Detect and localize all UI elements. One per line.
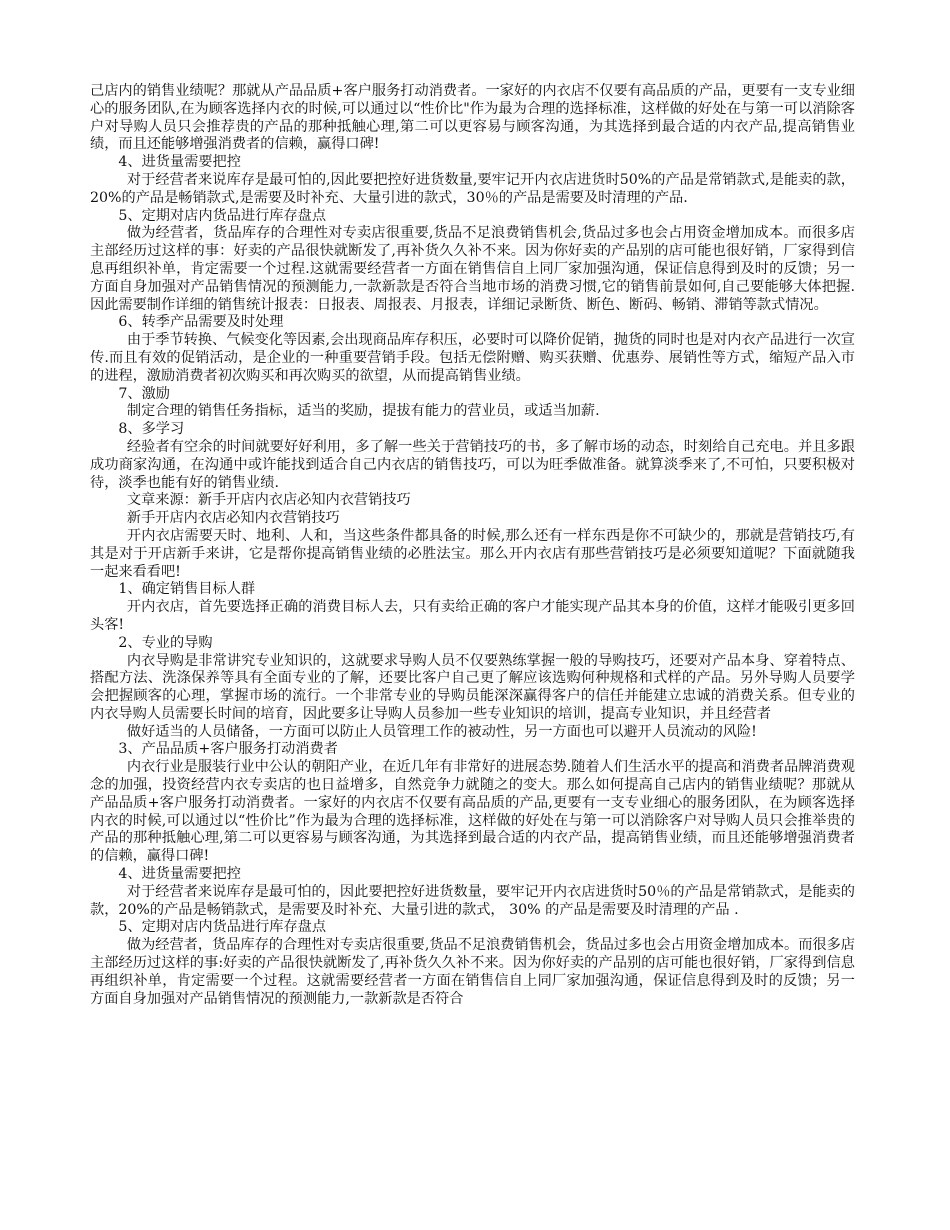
section-heading: 2、专业的导购 <box>118 634 213 651</box>
section-heading: 6、转季产品需要及时处理 <box>118 314 284 331</box>
section-heading: 3、产品品质+客户服务打动消费者 <box>118 741 338 758</box>
paragraph: 做为经营者，货品库存的合理性对专卖店很重要,货品不足浪费销售机会，货品过多也会占用资金增加成本。而很多店主部经历过这样的事:好卖的产品很快就断发了,再补货久久补不来。因为你好卖的产品别的店可能也很好销，厂家得到信息再组织补单，肯定需要一个过程。这就需要经营者一方面在销售信自上同厂家加强沟通，保证信息得到及时的反馈；另一方面自身加强对产品销售情况的预测能力,一款新款是否符合 <box>90 937 855 1007</box>
document-body <box>90 83 855 1008</box>
paragraph: 对于经营者来说库存是最可怕的,因此要把控好进货数量,要牢记开内衣店进货时50%的产品是常销款式,是能卖的款，20%的产品是畅销款式,是需要及时补充、大量引进的款式，30％的产品是需要及时清理的产品. <box>90 171 855 206</box>
paragraph: 开内衣店需要天时、地利、人和，当这些条件都具备的时候,那么还有一样东西是你不可缺少的，那就是营销技巧,有其是对于开店新手来讲，它是帮你提高销售业绩的必胜法宝。那么开内衣店有那些营销技巧是必须要知道呢？下面就随我一起来看看吧! <box>90 527 855 580</box>
section-heading: 5、定期对店内货品进行库存盘点 <box>118 207 327 224</box>
paragraph: 由于季节转换、气候变化等因素,会出现商品库存积压，必要时可以降价促销，抛货的同时也是对内衣产品进行一次宣传.而且有效的促销活动，是企业的一种重要营销手段。包括无偿附赠、购买获赠、优惠券、展销性等方式，缩短产品入市的进程，激励消费者初次购买和再次购买的欲望，从而提高销售业绩。 <box>90 332 855 384</box>
paragraph: 开内衣店，首先要选择正确的消费目标人去，只有卖给正确的客户才能实现产品其本身的价值，这样才能吸引更多回头客! <box>90 599 855 633</box>
section-heading: 4、进货量需要把控 <box>118 154 241 171</box>
paragraph: 做为经营者，货品库存的合理性对专卖店很重要,货品不足浪费销售机会,货品过多也会占用资金增加成本。而很多店主部经历过这样的事：好卖的产品很快就断发了,再补货久久补不来。因为你好卖的产品别的店可能也很好销，厂家得到信息再组织补单，肯定需要一个过程.这就需要经营者一方面在销售信自上同厂家加强沟通，保证信息得到及时的反馈；另一方面自身加强对产品销售情况的预测能力,一款新款是否符合当地市场的消费习惯,它的销售前景如何,自己要能够大体把握.因此需要制作详细的销售统计报表：日报表、周报表、月报表，详细记录断货、断色、断码、畅销、滞销等款式情况。 <box>90 225 855 313</box>
paragraph: 对于经营者来说库存是最可怕的，因此要把控好进货数量，要牢记开内衣店进货时50％的产品是常销款式，是能卖的款，20%的产品是畅销款式，是需要及时补充、大量引进的款式， 30% 的产品是需要及时清理的产品 . <box>90 883 855 918</box>
paragraph: 内衣行业是服装行业中公认的朝阳产业，在近几年有非常好的进展态势.随着人们生活水平的提高和消费者品牌消费观念的加强，投资经营内衣专卖店的也日益增多，自然竞争力就随之的变大。那么如何提高自己店内的销售业绩呢？那就从产品品质+客户服务打动消费者。一家好的内衣店不仅要有高品质的产品,更要有一支专业细心的服务团队，在为顾客选择内衣的时候,可以通过以“性价比”作为最为合理的选择标准，这样做的好处在与第一可以消除客户对导购人员只会推举贵的产品的那种抵触心理,第二可以更容易与顾客沟通，为其选择到最合适的内衣产品，提高销售业绩，而且还能够增强消费者的信赖，赢得口碑! <box>90 759 855 865</box>
paragraph: 制定合理的销售任务指标，适当的奖励，提拔有能力的营业员，或适当加薪. <box>126 403 600 420</box>
section-heading: 1、确定销售目标人群 <box>118 581 256 598</box>
paragraph: 内衣导购是非常讲究专业知识的，这就要求导购人员不仅要熟练掌握一般的导购技巧，还要对产品本身、穿着特点、搭配方法、洗涤保养等具有全面专业的了解，还要比客户自己更了解应该选购何种规格和式样的产品。另外导购人员要学会把握顾客的心理，掌握市场的流行。一个非常专业的导购员能深深赢得客户的信任并能建立忠诚的消费关系。但专业的内衣导购人员需要长时间的培育，因此要多让导购人员参加一些专业知识的培训，提高专业知识，并且经营者 <box>90 652 855 722</box>
section-heading: 7、激励 <box>118 385 170 402</box>
section-heading: 5、定期对店内货品进行库存盘点 <box>118 919 327 936</box>
paragraph: 己店内的销售业绩呢？那就从产品品质+客户服务打动消费者。一家好的内衣店不仅要有高品质的产品，更要有一支专业细心的服务团队,在为顾客选择内衣的时候,可以通过以“性价比"作为最为合理的选择标准，这样做的好处在与第一可以消除客户对导购人员只会推荐贵的产品的那种抵触心理,第二可以更容易与顾客沟通，为其选择到最合适的内衣产品,提高销售业绩，而且还能够增强消费者的信赖，赢得口碑! <box>90 83 855 153</box>
paragraph: 文章来源：新手开店内衣店必知内衣营销技巧 <box>126 492 411 509</box>
section-heading: 8、多学习 <box>118 421 185 438</box>
section-heading: 4、进货量需要把控 <box>118 866 241 883</box>
paragraph: 做好适当的人员储备，一方面可以防止人员管理工作的被动性，另一方面也可以避开人员流动的风险! <box>126 723 757 740</box>
paragraph: 经验者有空余的时间就要好好利用，多了解一些关于营销技巧的书，多了解市场的动态，时刻给自己充电。并且多跟成功商家沟通，在沟通中或许能找到适合自己内衣店的销售技巧，可以为旺季做准备。就算淡季来了,不可怕，只要积极对待，淡季也能有好的销售业绩. <box>90 438 855 491</box>
paragraph: 新手开店内衣店必知内衣营销技巧 <box>126 510 340 527</box>
